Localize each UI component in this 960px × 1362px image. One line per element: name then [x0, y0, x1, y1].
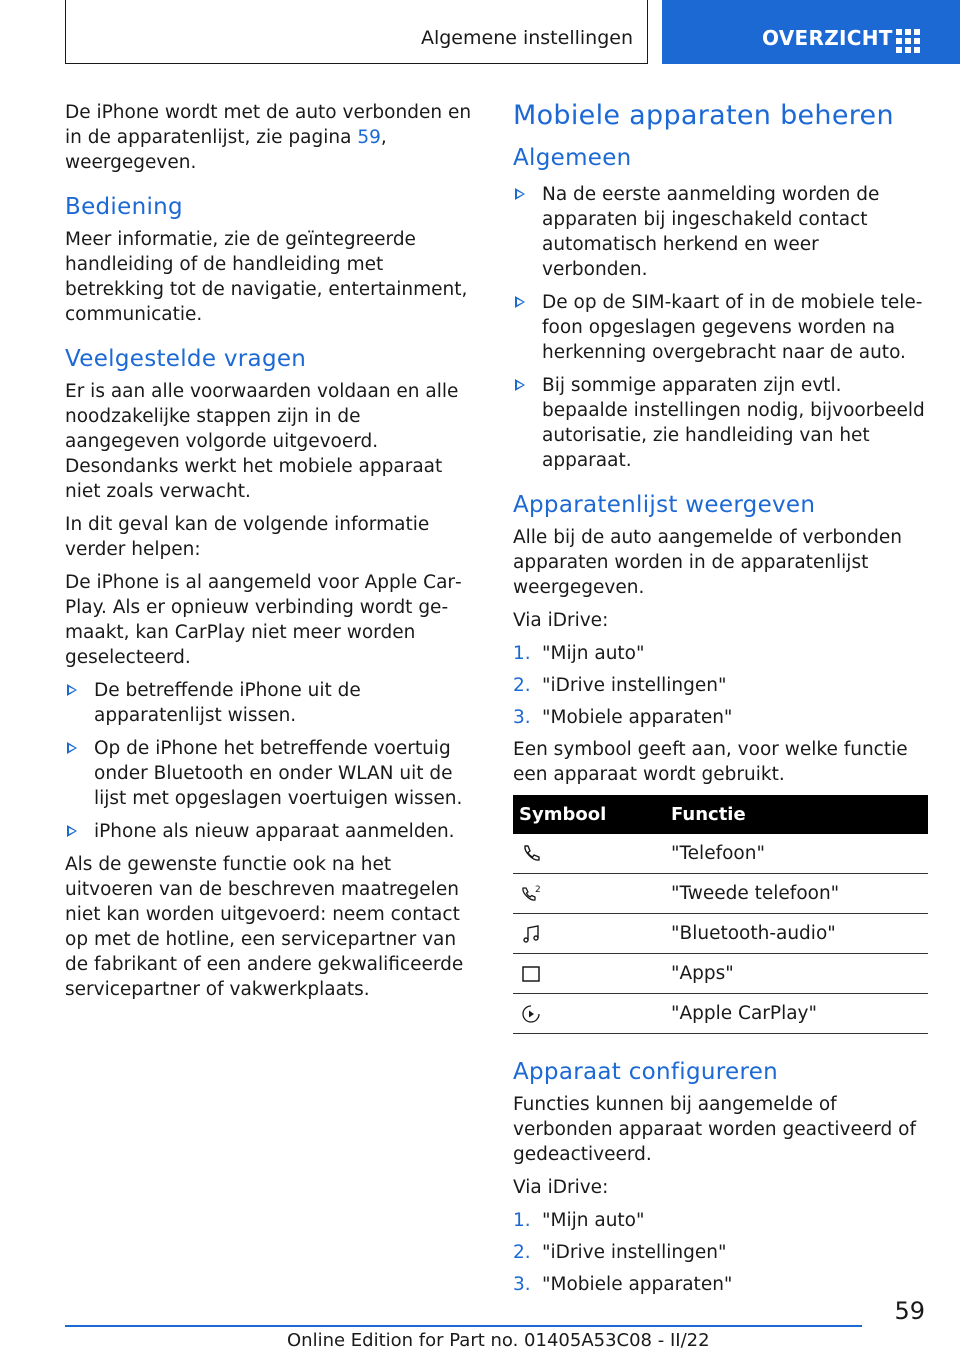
footer-divider: [65, 1325, 862, 1327]
list-item: Na de eerste aanmelding worden de apparaten bij ingeschakeld contact automatisch herkend en weer verbonden.: [513, 182, 930, 282]
faq-heading: Veelgestelde vragen: [65, 346, 307, 372]
table-row: "Apple CarPlay": [513, 994, 928, 1034]
faq-paragraph: De iPhone is al aangemeld voor Apple CarPlay. Als er opnieuw verbinding wordt gemaakt, kan CarPlay niet meer worden geselecteerd.: [65, 572, 462, 668]
device-list-heading: Apparatenlijst weergeven: [513, 492, 816, 518]
list-item: 2. "iDrive instellingen": [513, 675, 727, 696]
page-link[interactable]: 59: [357, 127, 381, 148]
triangle-bullet-icon: [67, 684, 77, 696]
triangle-bullet-icon: [67, 742, 77, 754]
algemeen-heading: Algemeen: [513, 145, 632, 171]
table-header-row: [513, 795, 928, 834]
faq-paragraph: Als de gewenste functie ook na het uitvoeren van de beschreven maatregelen niet kan worden uitgevoerd: neem contact op met de hotline, een servicepartner van de fabrikant of een andere gekwalificeerde servicepartner of vakwerkplaats.: [65, 854, 464, 1000]
table-row: 2 "Tweede telefoon": [513, 874, 928, 914]
column-header: Functie: [665, 795, 928, 834]
overview-tab[interactable]: [662, 0, 960, 64]
faq-paragraph: Er is aan alle voorwaarden voldaan en alle noodzakelijke stappen zijn in de aangegeven volgorde uitgevoerd. Desondanks werkt het mobiele apparaat niet zoals verwacht.: [65, 381, 459, 502]
list-item: De betreffende iPhone uit de apparatenlijst wissen.: [65, 678, 480, 728]
grid-menu-icon[interactable]: [896, 29, 920, 53]
left-column: [65, 100, 480, 1010]
triangle-bullet-icon: [67, 825, 77, 837]
column-header: Symbool: [513, 795, 665, 834]
right-column: [513, 100, 930, 1304]
triangle-bullet-icon: [515, 296, 525, 308]
second-phone-icon: [519, 882, 543, 906]
page-number: 59: [894, 1297, 925, 1325]
list-item: 2. "iDrive instellingen": [513, 1242, 727, 1263]
bediening-heading: Bediening: [65, 194, 183, 220]
device-list-text: Alle bij de auto aangemelde of verbonden apparaten worden in de apparatenlijst weergegeven.: [513, 527, 902, 598]
list-item: 3. "Mobiele apparaten": [513, 707, 733, 728]
steps-list: [513, 1208, 930, 1297]
apps-square-icon: [519, 962, 543, 986]
triangle-bullet-icon: [515, 379, 525, 391]
triangle-bullet-icon: [515, 188, 525, 200]
header-section-box: [65, 0, 648, 64]
overview-label[interactable]: OVERZICHT: [762, 26, 893, 50]
carplay-play-icon: [519, 1002, 543, 1026]
list-item: 1. "Mijn auto": [513, 643, 645, 664]
section-title: Algemene instellingen: [420, 27, 633, 49]
configure-heading: Apparaat configureren: [513, 1059, 779, 1085]
list-item: 3. "Mobiele apparaten": [513, 1274, 733, 1295]
footer-edition: Online Edition for Part no. 01405A53C08 - II/22: [287, 1330, 710, 1351]
via-idrive-label: Via iDrive:: [513, 1177, 609, 1198]
configure-text: Functies kunnen bij aangemelde of verbonden apparaat worden geactiveerd of gedeactiveerd.: [513, 1094, 916, 1165]
symbol-intro: Een symbool geeft aan, voor welke functie een apparaat wordt gebruikt.: [513, 739, 908, 785]
music-note-icon: [519, 922, 543, 946]
list-item: iPhone als nieuw apparaat aanmelden.: [65, 819, 480, 844]
main-heading: Mobiele apparaten beheren: [513, 100, 894, 131]
faq-paragraph: In dit geval kan de volgende informatie verder helpen:: [65, 514, 430, 560]
table-row: "Bluetooth-audio": [513, 914, 928, 954]
bediening-text: Meer informatie, zie de geïntegreerde handleiding of de handleiding met betrekking tot de navigatie, entertainment, communicatie.: [65, 229, 468, 325]
list-item: Bij sommige apparaten zijn evtl. bepaalde instellingen nodig, bijvoorbeeld autorisatie, zie handleiding van het apparaat.: [513, 373, 930, 473]
list-item: Op de iPhone het betreffende voertuig onder Bluetooth en onder WLAN uit de lijst met opgeslagen voertuigen wissen.: [65, 736, 480, 811]
symbol-table: [513, 795, 928, 1034]
list-item: 1. "Mijn auto": [513, 1210, 645, 1231]
phone-icon: [519, 842, 543, 866]
via-idrive-label: Via iDrive:: [513, 610, 609, 631]
svg-text:2: 2: [535, 885, 541, 895]
steps-list: [513, 641, 930, 730]
intro-paragraph: De iPhone wordt met de auto verbonden en in de apparatenlijst, zie pagina 59, weergegeven.: [65, 102, 472, 173]
table-row: "Apps": [513, 954, 928, 994]
list-item: De op de SIM-kaart of in de mobiele telefoon opgeslagen gegevens worden na herkenning overgebracht naar de auto.: [513, 290, 930, 365]
table-row: "Telefoon": [513, 834, 928, 874]
algemeen-bullet-list: [513, 182, 930, 473]
faq-bullet-list: [65, 678, 480, 844]
